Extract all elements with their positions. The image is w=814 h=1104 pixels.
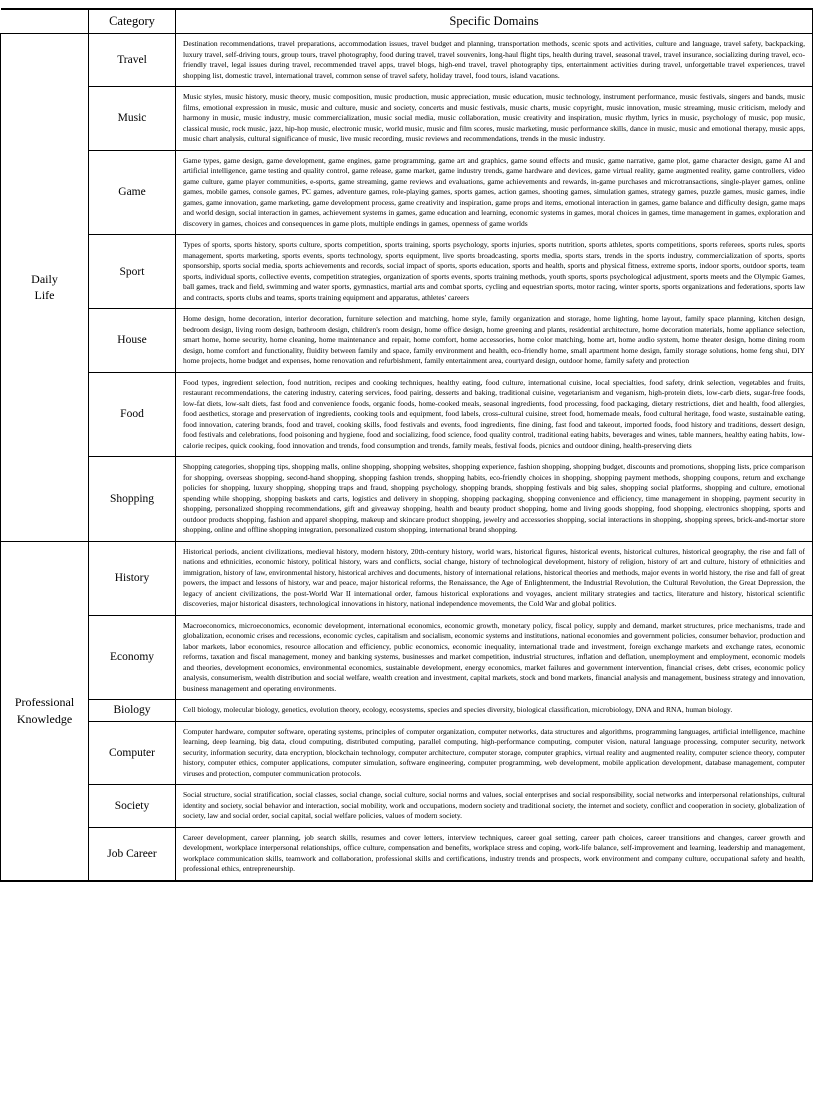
domains-cell-game: Game types, game design, game development, game engines, game programming, game art and graphics, game sound effects and music, game narrative, game plot, game character design, game AI and artificial intelligence, game testing and quality control, game release, game market, game industry trends, game hardware and devices, game virtual reality, game augmented reality, game controllers, video game culture, game player communities, e-sports, game streaming, game reviews and evaluations, game achievements and rewards, in-game purchases and microtransactions, single-player games, online games, mobile games, console games, PC games, adventure games, role-playing games, sports games, action games, shooting games, simulation games, strategy games, puzzle games, music games, indie games, game innovation, game marketing, game development process, game creativity and inspiration, game props and items, emotional interaction in games, game balance and difficulty design, game maps and world design, social interaction in games, achievement systems in games, game education and learning, economic systems in games, moral choices in games, time management in games, exploration and discovery in games, choices and consequences in game plots, multiple endings in games, openness of game worlds <box>176 150 813 235</box>
domains-cell-sport: Types of sports, sports history, sports culture, sports competition, sports training, sports psychology, sports injuries, sports nutrition, sports athletes, sports competitions, sports referees, sports rules, sports management, sports marketing, sports events, sports technology, sports equipment, live sports broadcasting, sports media, sports stars, trends in the sports industry, commercialization of sports, sports sponsorship, sports social media, sports achievements and records, social impact of sports, sports education, sports and health, sports and physical fitness, extreme sports, indoor sports, outdoor sports, team sports, individual sports, collective events, competition strategies, organization of sports events, sports training methods, youth sports, sports psychological adjustment, sports meets and the Olympic Games, ball games, track and field, swimming and water sports, gymnastics, martial arts and combat sports, cycling and equestrian sports, motor racing, winter sports, sports organizations and federations, sports law and contracts, sports clubs and teams, sports training equipment and apparatus, athletes' careers <box>176 235 813 309</box>
category-cell-economy: Economy <box>89 615 176 700</box>
group-label-daily-life: Daily Life <box>1 34 89 542</box>
domains-cell-food: Food types, ingredient selection, food nutrition, recipes and cooking techniques, healthy eating, food culture, international cuisine, local specialties, food safety, drink selection, vegetables and fruits, restaurant recommendations, the catering industry, catering services, food pairing, desserts and baking, traditional cuisine, vegetarianism and veganism, high-protein diets, low-carb diets, sugar-free foods, low-fat diets, low-salt diets, fast food and convenience foods, organic foods, home-cooked meals, seasonal ingredients, food processing, food packaging, dietary restrictions, diet and health, food allergies, food aesthetics, storage and preservation of ingredients, cooking tools and equipment, food labels, cross-cultural cuisine, street food, homemade meals, food cultural heritage, food waste, sustainable eating, food innovation, catering brands, food and travel, cooking skills, food festivals and events, food ingredients, fine dining, fast food and takeout, imported foods, food history and traditions, dessert design, food festivals and celebrations, food poisoning and hygiene, food and socializing, food science, food quality control, traditional eating habits, beverages and wines, table manners, healthy eating habits, low-calorie recipes, quick cooking, food innovation and trends, food consumption and trends, family meals, festival foods, picnics and outdoor dining, health-preserving diets <box>176 372 813 457</box>
table-row-job-career <box>1 827 813 881</box>
corner-cell <box>1 9 89 34</box>
domains-cell-shopping: Shopping categories, shopping tips, shopping malls, online shopping, shopping websites, shopping experience, fashion shopping, shopping budget, discounts and promotions, shopping lists, price comparison for shopping, overseas shopping, second-hand shopping, shopping fashion trends, shopping habits, eco-friendly choices in shopping, shopping payment methods, shopping coupons, return and exchange policies for shopping, luxury shopping, shopping traps and fraud, shopping psychology, shopping brands, shopping festivals and big sales, shopping social platforms, shopping and culture, emotional spending while shopping, shopping baskets and carts, logistics and delivery in shopping, shopping packaging, shopping convenience and efficiency, time management in shopping, payment security in shopping, personalized shopping recommendations, gift and giveaway shopping, health and beauty product shopping, home and living goods shopping, food shopping, electronics shopping, sports and outdoor products shopping, fashion and apparel shopping, makeup and skincare product shopping, jewelry and accessories shopping, social interactions in shopping, shopping sprees, brick-and-mortar store shopping, online and offline shopping integration, personalized custom shopping, international brand shopping. <box>176 457 813 542</box>
category-cell-game: Game <box>89 150 176 235</box>
category-cell-biology: Biology <box>89 700 176 722</box>
category-cell-house: House <box>89 309 176 373</box>
category-cell-travel: Travel <box>89 34 176 87</box>
table-row-society <box>1 785 813 828</box>
category-cell-computer: Computer <box>89 721 176 785</box>
table-row-economy <box>1 615 813 700</box>
table-row-travel <box>1 34 813 87</box>
domains-cell-travel: Destination recommendations, travel preparations, accommodation issues, travel budget and planning, transportation methods, scenic spots and activities, culture and language, travel safety, backpacking, luxury travel, self-driving tours, group tours, travel photography, food during travel, travel souvenirs, long-haul flight tips, health during travel, seasonal travel, travel insurance, socializing during travel, eco-friendly travel, legal issues during travel, recommended travel apps, travel blogs, high-end travel, travel photography tips, entertainment activities during travel, unforgettable travel experiences, travel shopping list, domestic travel, international travel, common sense of travel safety, holiday travel, food tours, island vacations. <box>176 34 813 87</box>
table-row-sport <box>1 235 813 309</box>
domains-cell-computer: Computer hardware, computer software, operating systems, principles of computer organization, computer networks, data structures and algorithms, programming languages, artificial intelligence, machine learning, deep learning, big data, cloud computing, distributed computing, parallel computing, high-performance computing, computer vision, natural language processing, computer security, network security, information security, data encryption, blockchain technology, computer architecture, computer storage, computer graphics, virtual reality and augmented reality, computer science theory, computer history, computer ethics, computer applications, computer simulation, software engineering, computer programming, web development, mobile application development, database management, computer viruses and protection, computer communication protocols. <box>176 721 813 785</box>
table-row-computer <box>1 721 813 785</box>
table-row-house <box>1 309 813 373</box>
domains-cell-society: Social structure, social stratification, social classes, social change, social culture, social norms and values, social enterprises and social responsibility, social networks and interpersonal relationships, cultural identity and society, social behavior and interaction, social mobility, work and occupations, modern society and traditional society, the internet and society, conflict and cooperation in society, globalization of society, law and social order, social capital, social welfare policies, values of modern society. <box>176 785 813 828</box>
table-row-shopping <box>1 457 813 542</box>
domains-cell-biology: Cell biology, molecular biology, genetics, evolution theory, ecology, ecosystems, species and species diversity, biological classification, microbiology, DNA and RNA, human biology. <box>176 700 813 722</box>
table-body <box>1 34 813 881</box>
header-specific-domains: Specific Domains <box>176 9 813 34</box>
domain-taxonomy-table <box>0 8 813 882</box>
domains-cell-economy: Macroeconomics, microeconomics, economic development, international economics, economic growth, monetary policy, fiscal policy, supply and demand, market structures, price mechanisms, trade and globalization, economic crises and recessions, economic cycles, capitalism and socialism, economic systems and institutions, national economies and government policies, consumer behavior, production and labor markets, labor economics, resource allocation and efficiency, public economics, economic inequality, international trade and investment, foreign exchange markets and exchange rates, economic reforms, taxation and fiscal management, money and banking systems, businesses and market competition, industrial structures, inflation and deflation, unemployment and employment, economic models and theories, development economics, environmental economics, sustainable development, energy economics, market failures and government intervention, financial crises, debt crises, economic policy analysis, consumerism, wealth distribution and social welfare, wealth creation and investment, capital markets, stock and bond markets, financial analysis and management, business strategy and innovation, business management and operating environments. <box>176 615 813 700</box>
category-cell-job-career: Job Career <box>89 827 176 881</box>
domains-cell-music: Music styles, music history, music theory, music composition, music production, music appreciation, music education, music technology, instrument performance, music festivals, singers and bands, music films, emotional expression in music, music and culture, music and society, concerts and music festivals, music charts, music copyright, music innovation, music streaming, music criticism, melody and harmony in music, music industry, music commercialization, music social media, music collaboration, music creativity and inspiration, music rhythm, lyrics in music, psychology of music, pop music, classical music, rock music, jazz, hip-hop music, electronic music, world music, music and film scores, music marketing, music performance skills, dance in music, music and emotional therapy, music apps, music chart analysis, cultural significance of music, live music recording, music reviews and recommendations, trends in the music industry. <box>176 87 813 151</box>
category-cell-music: Music <box>89 87 176 151</box>
domains-cell-history: Historical periods, ancient civilizations, medieval history, modern history, 20th-century history, world wars, historical figures, historical events, historical cultures, historical geography, the rise and fall of nations and ethnicities, economic history, political history, wars and conflicts, social change, history of technological development, history of religion, history of art and culture, history of ethnicities and immigration, history of law, environmental history, historical archives and documents, history of international relations, historical theories and methods, major events in world history, the rise and fall of great powers, the impact and lessons of history, war and peace, major historical reforms, the Renaissance, the Age of Enlightenment, the Industrial Revolution, the Cultural Revolution, the Great Depression, the legacy of ancient civilizations, the post-World War II international order, famous historical explorations and voyages, ancient military strategies and tactics, literature and history, historical scientific discoveries, major historical disasters, technological innovations in history, national independence movements, the Cold War and global politics. <box>176 541 813 615</box>
table-row-game <box>1 150 813 235</box>
domains-cell-job-career: Career development, career planning, job search skills, resumes and cover letters, interview techniques, career goal setting, career path choices, career transitions and changes, career growth and development, workplace interpersonal relationships, office culture, compensation and benefits, workplace stress and coping, work-life balance, self-improvement and learning, leadership and management, workplace communication skills, teamwork and collaboration, professional skills and certifications, industry trends and prospects, work environment and company culture, occupational safety and health, professional ethics, entrepreneurship. <box>176 827 813 881</box>
category-cell-shopping: Shopping <box>89 457 176 542</box>
category-cell-sport: Sport <box>89 235 176 309</box>
header-category: Category <box>89 9 176 34</box>
category-cell-society: Society <box>89 785 176 828</box>
category-cell-history: History <box>89 541 176 615</box>
table-row-biology <box>1 700 813 722</box>
category-cell-food: Food <box>89 372 176 457</box>
table-row-music <box>1 87 813 151</box>
group-label-professional-knowledge: Professional Knowledge <box>1 541 89 881</box>
table-row-food <box>1 372 813 457</box>
table-header-row <box>1 9 813 34</box>
table-row-history <box>1 541 813 615</box>
domains-cell-house: Home design, home decoration, interior decoration, furniture selection and matching, home style, family organization and storage, home lighting, home layout, family space planning, kitchen design, bedroom design, living room design, bathroom design, children's room design, home office design, home greening and plants, residential architecture, home decoration materials, home appliance selection, smart home, home security, home cleaning, home maintenance and repair, home comfort, home accessories, home color matching, home art, home audio system, home theater design, home dining room design, home comfort and functionality, fluidity between family and space, family environment and health, eco-friendly home, small apartment home design, family storage solutions, home feng shui, DIY home projects, home budget and expenses, home renovation and refurbishment, family entertainment area, courtyard design, outdoor home, family safety and protection <box>176 309 813 373</box>
